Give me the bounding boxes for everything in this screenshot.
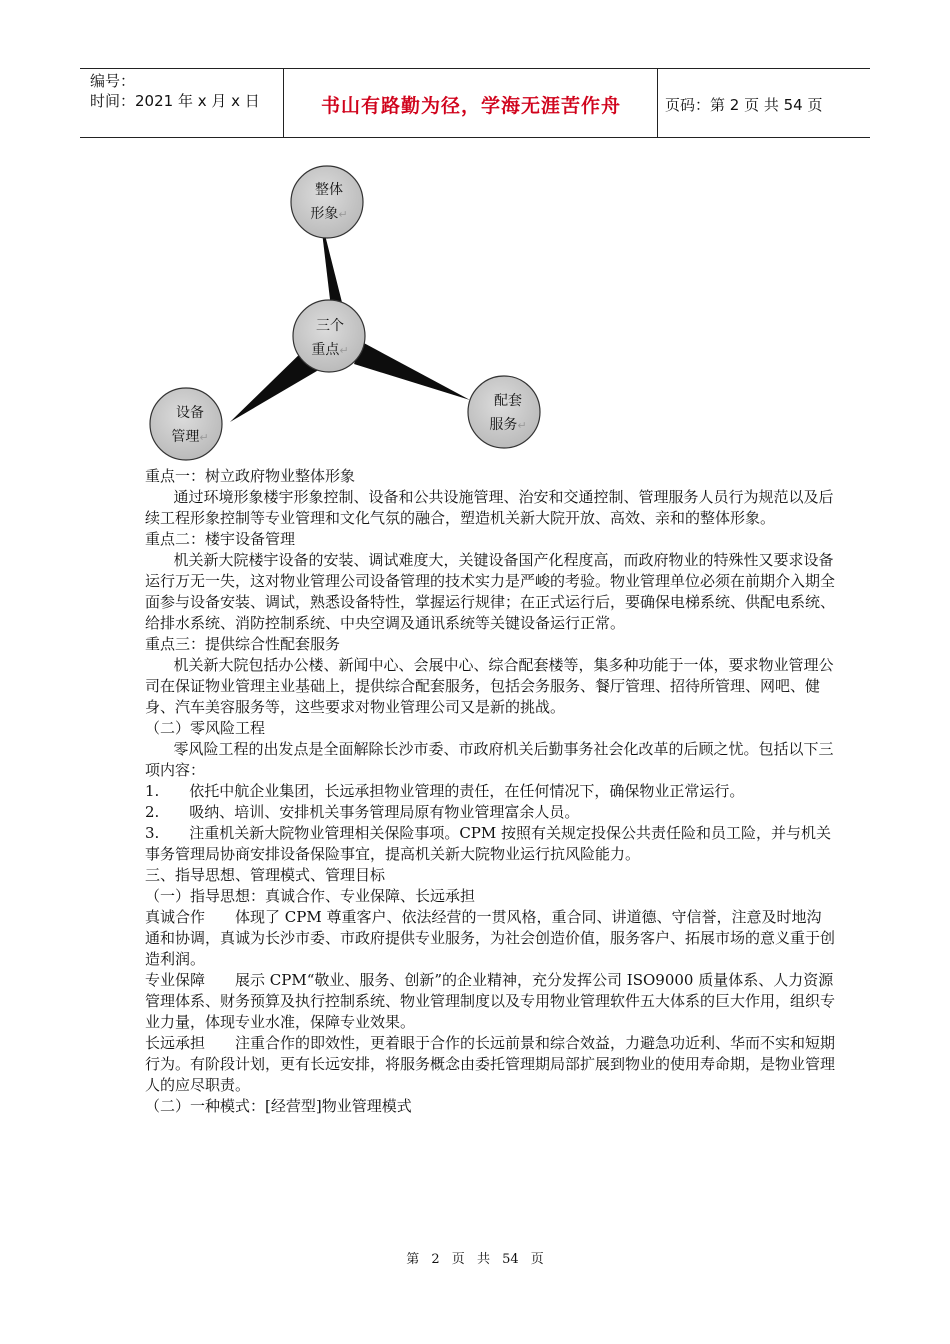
paragraph: 专业保障 展示 CPM“敬业、服务、创新”的企业精神，充分发挥公司 ISO9000 质量体系、人力资源管理体系、财务预算及执行控制系统、物业管理制度以及专用物业管理软件五大体系的巨大作用，组织专业力量，体现专业水准，保障专业效果。 [145,971,836,1031]
header-divider [657,69,658,137]
section-heading: 重点二：楼宇设备管理 [145,530,296,548]
connector-right [354,342,470,400]
document-body [145,466,835,1117]
three-key-points-diagram [140,160,560,470]
footer-ye: 页 [530,1252,544,1267]
node-left-line1: 设备 [176,405,204,421]
node-center-line2-text: 重点 [311,342,340,358]
node-top-line1: 整体 [315,182,343,198]
footer-ye: 页 [451,1252,465,1267]
node-right-line2 [480,413,536,438]
section-heading: 重点三：提供综合性配套服务 [145,635,341,653]
node-left-line2-text: 管理 [171,429,200,445]
node-top-line2 [303,202,355,227]
node-right-line2-text: 服务 [489,417,518,433]
node-right-label [480,389,536,438]
section-heading: 三、指导思想、管理模式、管理目标 [145,866,386,884]
footer-gong: 共 [476,1252,490,1267]
node-left-line2 [162,425,218,450]
node-top-line2-text: 形象 [310,206,339,222]
footer-page-number: 2 [431,1252,440,1267]
list-item: 1. 依托中航企业集团，长远承担物业管理的责任，在任何情况下，确保物业正常运行。 [145,782,745,800]
paragraph: 通过环境形象楼宇形象控制、设备和公共设施管理、治安和交通控制、管理服务人员行为规范以及后续工程形象控制等专业管理和文化气氛的融合，塑造机关新大院开放、高效、亲和的整体形象。 [145,488,834,527]
page-header [80,68,870,138]
node-right-line1: 配套 [494,393,522,409]
paragraph: 真诚合作 体现了 CPM 尊重客户、依法经营的一贯风格，重合同、讲道德、守信誉，注意及时地沟通和协调，真诚为长沙市委、市政府提供专业服务，为社会创造价值，服务客户、拓展市场的意义重于创造利润。 [145,908,836,968]
section-heading: （二）零风险工程 [145,719,266,737]
paragraph: 长远承担 注重合作的即效性，更着眼于合作的长远前景和综合效益，力避急功近利、华而不实和短期行为。有阶段计划，更有长远安排，将服务概念由委托管理期局部扩展到物业的使用寿命期，是物业管理人的应尽职责。 [145,1034,836,1094]
paragraph-mark-icon: ↵ [338,208,348,221]
header-divider [283,69,284,137]
node-center-line1: 三个 [316,318,344,334]
header-page-number: 页码：第 2 页 共 54 页 [665,96,823,114]
header-motto: 书山有路勤为径，学海无涯苦作舟 [320,95,621,117]
list-item: 3. 注重机关新大院物业管理相关保险事项。CPM 按照有关规定投保公共责任险和员工险，并与机关事务管理局协商安排设备保险事宜，提高机关新大院物业运行抗风险能力。 [145,824,832,863]
footer-di: 第 [406,1252,420,1267]
section-heading: 重点一：树立政府物业整体形象 [145,467,356,485]
section-heading: （一）指导思想：真诚合作、专业保障、长远承担 [145,887,476,905]
document-number-label: 编号： [90,72,136,90]
node-left-label [162,401,218,450]
header-meta [90,71,260,111]
list-item: 2. 吸纳、培训、安排机关事务管理局原有物业管理富余人员。 [145,803,580,821]
document-date-label: 时间：2021 年 x 月 x 日 [90,92,260,110]
node-center-line2 [304,338,356,363]
footer-total-pages: 54 [502,1252,519,1267]
paragraph: 零风险工程的出发点是全面解除长沙市委、市政府机关后勤事务社会化改革的后顾之忧。包括以下三项内容： [145,740,834,779]
paragraph: 机关新大院楼宇设备的安装、调试难度大，关键设备国产化程度高，而政府物业的特殊性又要求设备运行万无一失，这对物业管理公司设备管理的技术实力是严峻的考验。物业管理单位必须在前期介入期全面参与设备安装、调试，熟悉设备特性，掌握运行规律；在正式运行后，要确保电梯系统、供配电系统、给排水系统、消防控制系统、中央空调及通讯系统等关键设备运行正常。 [145,551,836,632]
node-center-label [304,314,356,363]
paragraph-mark-icon: ↵ [517,419,527,432]
paragraph-mark-icon: ↵ [199,431,209,444]
section-heading: （二）一种模式：[经营型]物业管理模式 [145,1097,412,1115]
paragraph: 机关新大院包括办公楼、新闻中心、会展中心、综合配套楼等，集多种功能于一体，要求物业管理公司在保证物业管理主业基础上，提供综合配套服务，包括会务服务、餐厅管理、招待所管理、网吧、健身、汽车美容服务等，这些要求对物业管理公司又是新的挑战。 [145,656,834,716]
node-top-label [303,178,355,227]
page-footer [0,1248,950,1267]
paragraph-mark-icon: ↵ [339,344,349,357]
